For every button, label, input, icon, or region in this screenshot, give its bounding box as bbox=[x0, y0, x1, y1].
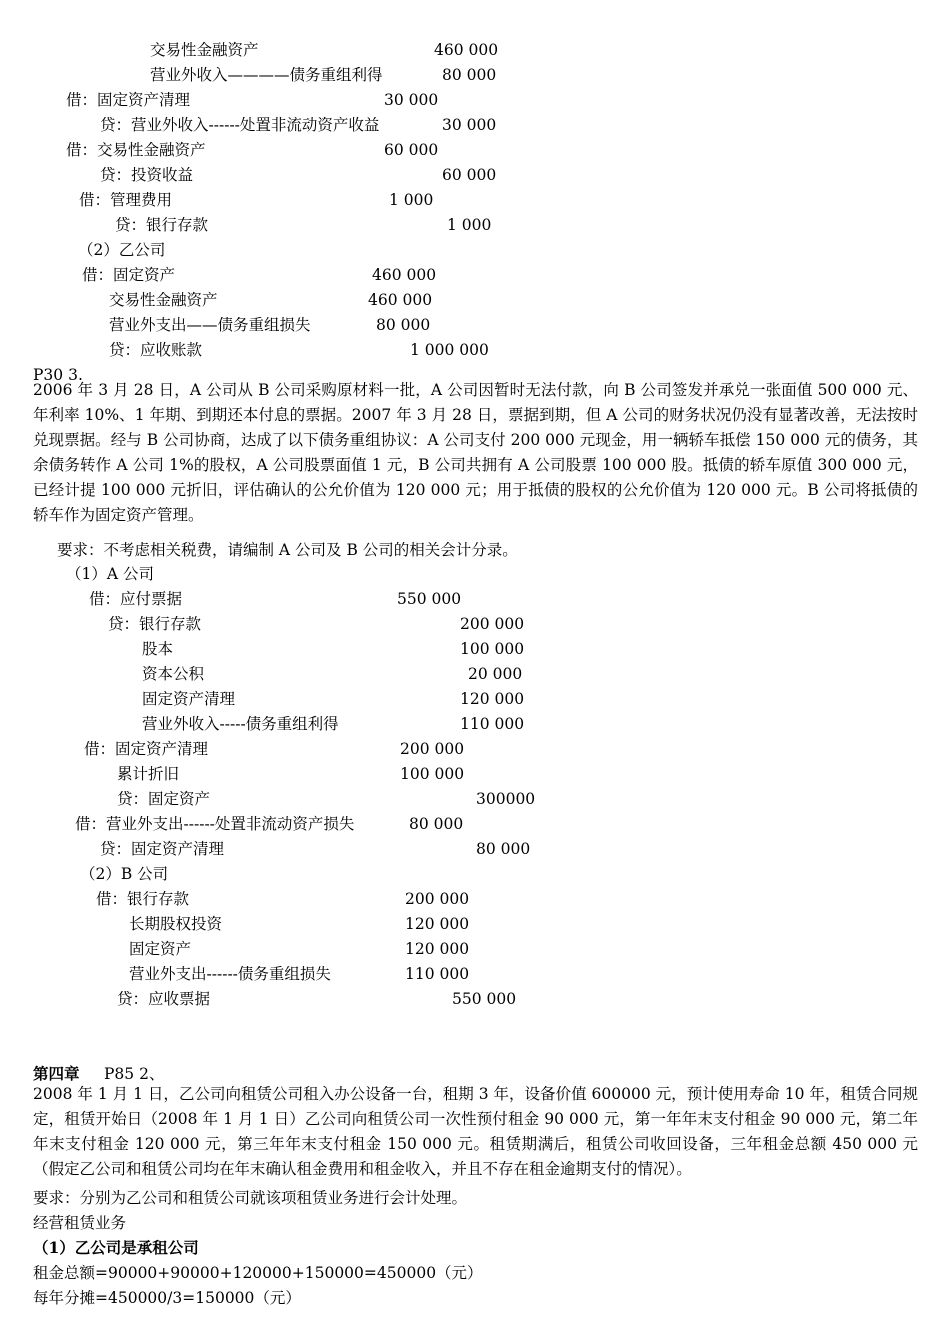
entry-account: 资本公积 bbox=[142, 665, 205, 683]
entry-account: 交易性金融资产 bbox=[150, 41, 259, 59]
entry-amount: 120 000 bbox=[405, 940, 470, 958]
subsection-heading: （1）A 公司 bbox=[66, 565, 154, 583]
entry-account: 借：管理费用 bbox=[79, 191, 173, 209]
entry-account: 借：固定资产清理 bbox=[66, 91, 191, 109]
entry-account: 贷：应收票据 bbox=[117, 990, 211, 1008]
entry-amount: 200 000 bbox=[460, 615, 525, 633]
entry-amount: 80 000 bbox=[376, 316, 431, 334]
entry-amount: 1 000 bbox=[447, 216, 492, 234]
entry-amount: 80 000 bbox=[476, 840, 531, 858]
entry-amount: 60 000 bbox=[442, 166, 497, 184]
entry-amount: 120 000 bbox=[460, 690, 525, 708]
entry-account: 长期股权投资 bbox=[129, 915, 223, 933]
entry-amount: 120 000 bbox=[405, 915, 470, 933]
entry-amount: 200 000 bbox=[400, 740, 465, 758]
entry-amount: 200 000 bbox=[405, 890, 470, 908]
entry-amount: 110 000 bbox=[460, 715, 525, 733]
entry-amount: 60 000 bbox=[384, 141, 439, 159]
entry-account: 累计折旧 bbox=[117, 765, 180, 783]
entry-account: 贷：银行存款 bbox=[108, 615, 202, 633]
problem-ref: P30 3. bbox=[33, 366, 83, 384]
entry-amount: 1 000 bbox=[389, 191, 434, 209]
entry-amount: 20 000 bbox=[468, 665, 523, 683]
entry-account: 借：银行存款 bbox=[96, 890, 190, 908]
entry-amount: 300000 bbox=[476, 790, 536, 808]
entry-amount: 30 000 bbox=[384, 91, 439, 109]
entry-amount: 550 000 bbox=[397, 590, 462, 608]
chapter-problem-text: 2008 年 1 月 1 日，乙公司向租赁公司租入办公设备一台，租期 3 年，设备价值 600000 元，预计使用寿命 10 年，租赁合同规定，租赁开始日（2008 年 1 月 1 日）乙公司向租赁公司一次性预付租金 90 000 元，第一年年末支付租金 90 000 元，第二年年末支付租金 120 000 元，第三年年末支付租金 150 000 元。租赁期满后，租赁公司收回设备，三年租金总额 450 000 元（假定乙公司和租赁公司均在年末确认租金费用和租金收入，并且不存在租金逾期支付的情况）。 bbox=[33, 1085, 918, 1178]
entry-account: 交易性金融资产 bbox=[109, 291, 218, 309]
chapter-heading: 第四章 bbox=[33, 1064, 80, 1083]
entry-amount: 110 000 bbox=[405, 965, 470, 983]
entry-account: 贷：固定资产清理 bbox=[100, 840, 225, 858]
entry-account: 贷：银行存款 bbox=[115, 216, 209, 234]
entry-amount: 30 000 bbox=[442, 116, 497, 134]
subsection-heading: （2）B 公司 bbox=[80, 865, 169, 883]
chapter-requirement: 要求：分别为乙公司和租赁公司就该项租赁业务进行会计处理。 bbox=[33, 1189, 468, 1207]
entry-amount: 1 000 000 bbox=[410, 341, 489, 359]
entry-account: 固定资产 bbox=[129, 940, 192, 958]
chapter-subheading: 经营租赁业务 bbox=[33, 1214, 127, 1232]
entry-account: 借：固定资产 bbox=[82, 266, 176, 284]
chapter-part-heading: （1）乙公司是承租公司 bbox=[33, 1238, 199, 1257]
entry-amount: 100 000 bbox=[460, 640, 525, 658]
subsection-heading: （2）乙公司 bbox=[78, 241, 166, 259]
entry-amount: 460 000 bbox=[368, 291, 433, 309]
entry-account: 借：固定资产清理 bbox=[84, 740, 209, 758]
entry-account: 营业外支出------债务重组损失 bbox=[129, 965, 331, 983]
entry-account: 贷：应收账款 bbox=[109, 341, 203, 359]
entry-amount: 460 000 bbox=[434, 41, 499, 59]
entry-account: 借：交易性金融资产 bbox=[66, 141, 206, 159]
entry-amount: 80 000 bbox=[409, 815, 464, 833]
entry-amount: 100 000 bbox=[400, 765, 465, 783]
rent-total-calc: 租金总额=90000+90000+120000+150000=450000（元） bbox=[33, 1264, 483, 1282]
entry-amount: 80 000 bbox=[442, 66, 497, 84]
entry-account: 股本 bbox=[142, 640, 174, 658]
entry-amount: 460 000 bbox=[372, 266, 437, 284]
entry-account: 贷：营业外收入------处置非流动资产收益 bbox=[100, 116, 380, 134]
entry-account: 借：营业外支出------处置非流动资产损失 bbox=[75, 815, 355, 833]
rent-annual-calc: 每年分摊=450000/3=150000（元） bbox=[33, 1289, 301, 1307]
entry-account: 营业外收入-----债务重组利得 bbox=[142, 715, 339, 733]
problem-requirement: 要求：不考虑相关税费，请编制 A 公司及 B 公司的相关会计分录。 bbox=[57, 541, 518, 559]
entry-account: 营业外支出——债务重组损失 bbox=[109, 316, 311, 334]
entry-account: 固定资产清理 bbox=[142, 690, 236, 708]
chapter-ref: P85 2、 bbox=[104, 1065, 165, 1083]
entry-account: 营业外收入————债务重组利得 bbox=[150, 66, 383, 84]
entry-account: 贷：投资收益 bbox=[100, 166, 194, 184]
problem-text: 2006 年 3 月 28 日，A 公司从 B 公司采购原材料一批，A 公司因暂时无法付款，向 B 公司签发并承兑一张面值 500 000 元、年利率 10%、1 年期、到期还本付息的票据。2007 年 3 月 28 日，票据到期，但 A 公司的财务状况仍没有显著改善，无法按时兑现票据。经与 B 公司协商，达成了以下债务重组协议：A 公司支付 200 000 元现金，用一辆轿车抵偿 150 000 元的债务，其余债务转作 A 公司 1%的股权，A 公司股票面值 1 元，B 公司共拥有 A 公司股票 100 000 股。抵债的轿车原值 300 000 元，已经计提 100 000 元折旧，评估确认的公允价值为 120 000 元；用于抵债的股权的公允价值为 120 000 元。B 公司将抵债的轿车作为固定资产管理。 bbox=[33, 381, 918, 524]
entry-account: 贷：固定资产 bbox=[117, 790, 211, 808]
entry-account: 借：应付票据 bbox=[89, 590, 183, 608]
entry-amount: 550 000 bbox=[452, 990, 517, 1008]
